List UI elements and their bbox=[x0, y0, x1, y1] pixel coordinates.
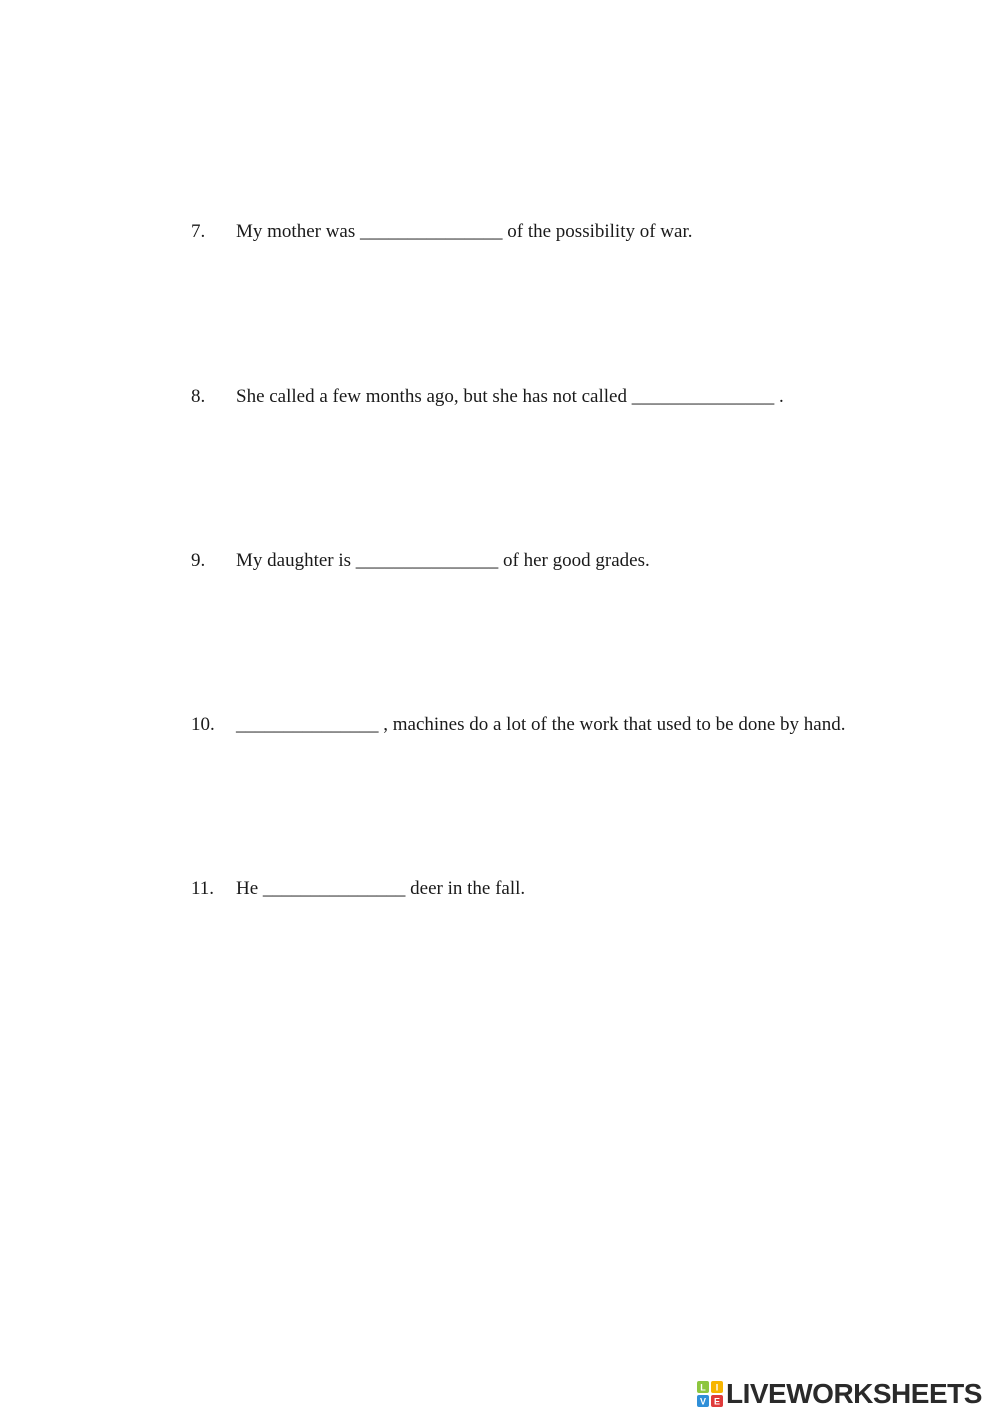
question-text: She called a few months ago, but she has not called _______________ . bbox=[236, 386, 784, 407]
question-9 bbox=[191, 549, 650, 573]
question-8 bbox=[191, 385, 784, 409]
brand-name: LIVEWORKSHEETS bbox=[726, 1378, 982, 1409]
liveworksheets-logo-icon bbox=[697, 1381, 723, 1407]
svg-text:L: L bbox=[700, 1382, 706, 1393]
svg-text:I: I bbox=[715, 1382, 719, 1393]
question-number: 7. bbox=[191, 221, 206, 242]
question-11 bbox=[191, 877, 525, 901]
svg-text:E: E bbox=[713, 1396, 721, 1407]
question-text: _______________ , machines do a lot of the work that used to be done by hand. bbox=[236, 714, 846, 735]
question-10 bbox=[191, 713, 845, 737]
liveworksheets-brand[interactable] bbox=[697, 1378, 982, 1410]
question-text: He _______________ deer in the fall. bbox=[236, 878, 526, 899]
question-text: My mother was _______________ of the possibility of war. bbox=[236, 221, 693, 242]
question-number: 10. bbox=[191, 714, 215, 735]
question-text: My daughter is _______________ of her good grades. bbox=[236, 550, 650, 571]
question-number: 9. bbox=[191, 550, 206, 571]
svg-text:V: V bbox=[699, 1396, 707, 1407]
question-number: 11. bbox=[191, 878, 215, 899]
question-7 bbox=[191, 220, 693, 244]
question-number: 8. bbox=[191, 386, 206, 407]
